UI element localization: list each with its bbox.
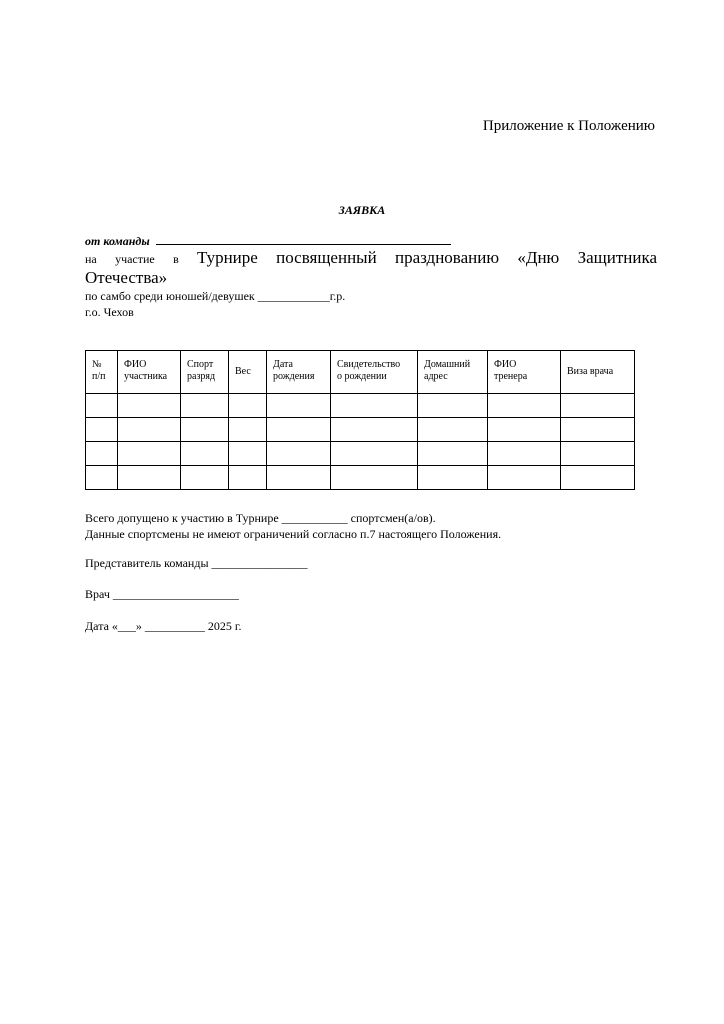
table-cell[interactable] [86, 394, 118, 418]
team-name-blank [156, 233, 451, 245]
header-text: тренера [494, 371, 528, 382]
table-cell[interactable] [181, 466, 229, 490]
table-cell[interactable] [488, 442, 561, 466]
table-cell[interactable] [86, 418, 118, 442]
table-cell[interactable] [267, 466, 331, 490]
date-line: Дата «___» __________ 2025 г. [85, 619, 242, 633]
table-cell[interactable] [418, 418, 488, 442]
table-cell[interactable] [561, 442, 635, 466]
table-cell[interactable] [331, 442, 418, 466]
participation-line-1 [85, 248, 657, 269]
header-text: Домашний [424, 359, 471, 370]
header-text: рождения [273, 371, 315, 382]
header-text: ФИО [124, 359, 147, 370]
table-header-cell [331, 351, 418, 394]
table-cell[interactable] [118, 418, 181, 442]
participation-word: участие [115, 252, 155, 266]
from-team-line [85, 233, 451, 249]
table-cell[interactable] [229, 418, 267, 442]
header-text: Вес [235, 366, 251, 377]
table-cell[interactable] [331, 466, 418, 490]
header-text: № [92, 359, 102, 370]
event-word: посвященный [276, 248, 377, 267]
header-text: о рождении [337, 371, 387, 382]
table-header-cell [229, 351, 267, 394]
table-cell[interactable] [181, 418, 229, 442]
table-cell[interactable] [118, 442, 181, 466]
table-cell[interactable] [267, 394, 331, 418]
table-row [86, 394, 635, 418]
table-header-cell [418, 351, 488, 394]
table-cell[interactable] [118, 466, 181, 490]
table-cell[interactable] [229, 442, 267, 466]
participation-paragraph [85, 248, 657, 287]
table-cell[interactable] [561, 394, 635, 418]
header-text: участника [124, 371, 168, 382]
header-text: адрес [424, 371, 448, 382]
participation-word: на [85, 252, 97, 266]
table-cell[interactable] [181, 394, 229, 418]
table-cell[interactable] [86, 466, 118, 490]
table-cell[interactable] [561, 466, 635, 490]
doctor-line: Врач _____________________ [85, 587, 239, 601]
table-header-cell [181, 351, 229, 394]
header-text: Спорт [187, 359, 214, 370]
table-cell[interactable] [229, 466, 267, 490]
header-text: Дата [273, 359, 293, 370]
restrictions-line: Данные спортсмены не имеют ограничений согласно п.7 настоящего Положения. [85, 527, 502, 541]
table-cell[interactable] [488, 394, 561, 418]
document-title: ЗАЯВКА [338, 203, 386, 217]
table-header-cell [267, 351, 331, 394]
entries-table [85, 350, 635, 490]
sambo-line: по самбо среди юношей/девушек ____________г.р. [85, 289, 346, 303]
table-cell[interactable] [418, 394, 488, 418]
table-row [86, 442, 635, 466]
event-word: празднованию [395, 248, 500, 267]
city-line: г.о. Чехов [85, 305, 134, 319]
representative-line: Представитель команды ________________ [85, 556, 308, 570]
table-cell[interactable] [418, 442, 488, 466]
participation-word: в [173, 252, 179, 266]
from-team-label: от команды [85, 234, 150, 248]
participation-line-2: Отечества» [85, 268, 168, 287]
table-header-cell [488, 351, 561, 394]
header-text: Свидетельство [337, 359, 401, 370]
table-cell[interactable] [331, 418, 418, 442]
header-text: п/п [92, 371, 106, 382]
table-row [86, 418, 635, 442]
table-cell[interactable] [267, 442, 331, 466]
table-cell[interactable] [118, 394, 181, 418]
table-cell[interactable] [418, 466, 488, 490]
event-word: Защитника [577, 248, 657, 267]
table-header-cell [561, 351, 635, 394]
table-cell[interactable] [488, 466, 561, 490]
table-cell[interactable] [331, 394, 418, 418]
event-word: «Дню [517, 248, 560, 267]
table-cell[interactable] [229, 394, 267, 418]
table-cell[interactable] [561, 418, 635, 442]
table-cell[interactable] [488, 418, 561, 442]
header-text: ФИО [494, 359, 517, 370]
table-cell[interactable] [267, 418, 331, 442]
total-admitted-line: Всего допущено к участию в Турнире ___________ спортсмен(а/ов). [85, 511, 436, 525]
table-row [86, 466, 635, 490]
header-text: разряд [187, 371, 216, 382]
appendix-label: Приложение к Положению [482, 118, 655, 134]
table-header-cell [86, 351, 118, 394]
table-header-row [86, 351, 635, 394]
table-header-cell [118, 351, 181, 394]
header-text: Виза врача [567, 366, 614, 377]
table-cell[interactable] [181, 442, 229, 466]
event-word: Турнире [197, 248, 258, 267]
total-admitted-text [85, 510, 501, 542]
table-cell[interactable] [86, 442, 118, 466]
